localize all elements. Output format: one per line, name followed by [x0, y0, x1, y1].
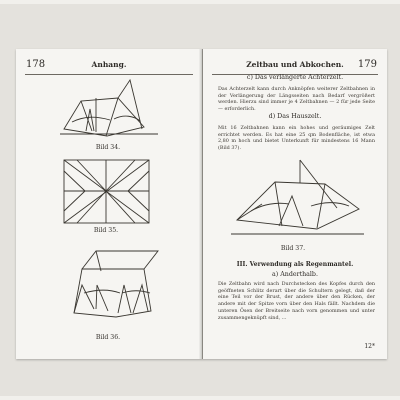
paragraph-c: Das Achterzelt kann durch Anknöpfen weiterer Zeltbahnen in der Verlängerung der Längsseiten nach Bedarf vergrößert werden. Hierzu sind immer je 4 Zeltbahnen — 2 für jede Seite — erforderlich. [218, 86, 375, 113]
caption-34: Bild 34. [95, 144, 121, 151]
left-page [16, 49, 203, 359]
figure-34-tent-illustration [54, 76, 166, 142]
left-page-number: 178 [26, 59, 46, 70]
paragraph-d: Mit 16 Zeltbahnen kann ein hohes und geräumiges Zelt errichtet werden. Es hat eine 25 qm Bodenfläche, ist etwa 2,80 m hoch und bietet Unterkunft für mindestens 16 Mann (Bild 37). [218, 125, 375, 152]
chapter-heading-iii: III. Verwendung als Regenmantel. [236, 261, 354, 268]
figure-37-tent-illustration [227, 152, 367, 242]
right-running-title: Zeltbau und Abkochen. [246, 60, 344, 69]
left-header-rule [25, 74, 193, 75]
open-book [0, 4, 400, 396]
right-page-number: 179 [357, 59, 377, 70]
figure-36-tent-illustration [66, 241, 159, 319]
section-heading-a: a) Anderthalb. [272, 271, 318, 278]
signature-mark: 12* [364, 343, 375, 350]
left-running-title: Anhang. [91, 60, 127, 69]
caption-37: Bild 37. [280, 245, 306, 252]
paragraph-a: Die Zeltbahn wird nach Durchstecken des Kopfes durch den geöffneten Schlitz derart über die Schultern gelegt, daß der eine Teil vor der Brust, der andere über den Rücken, der andere mit der Spitze vorn über den Hals fällt. Nachdem die unteren Ösen der Breitseite nach vorn genommen und unter zusammengeknüpft sind, ... [218, 281, 375, 321]
section-heading-d: d) Das Hauszelt. [268, 113, 322, 120]
caption-36: Bild 36. [95, 334, 121, 341]
figure-35-tent-plan [63, 159, 150, 224]
right-page [203, 49, 387, 359]
caption-35: Bild 35. [93, 227, 119, 234]
section-heading-c: c) Das verlängerte Achterzelt. [246, 74, 344, 81]
